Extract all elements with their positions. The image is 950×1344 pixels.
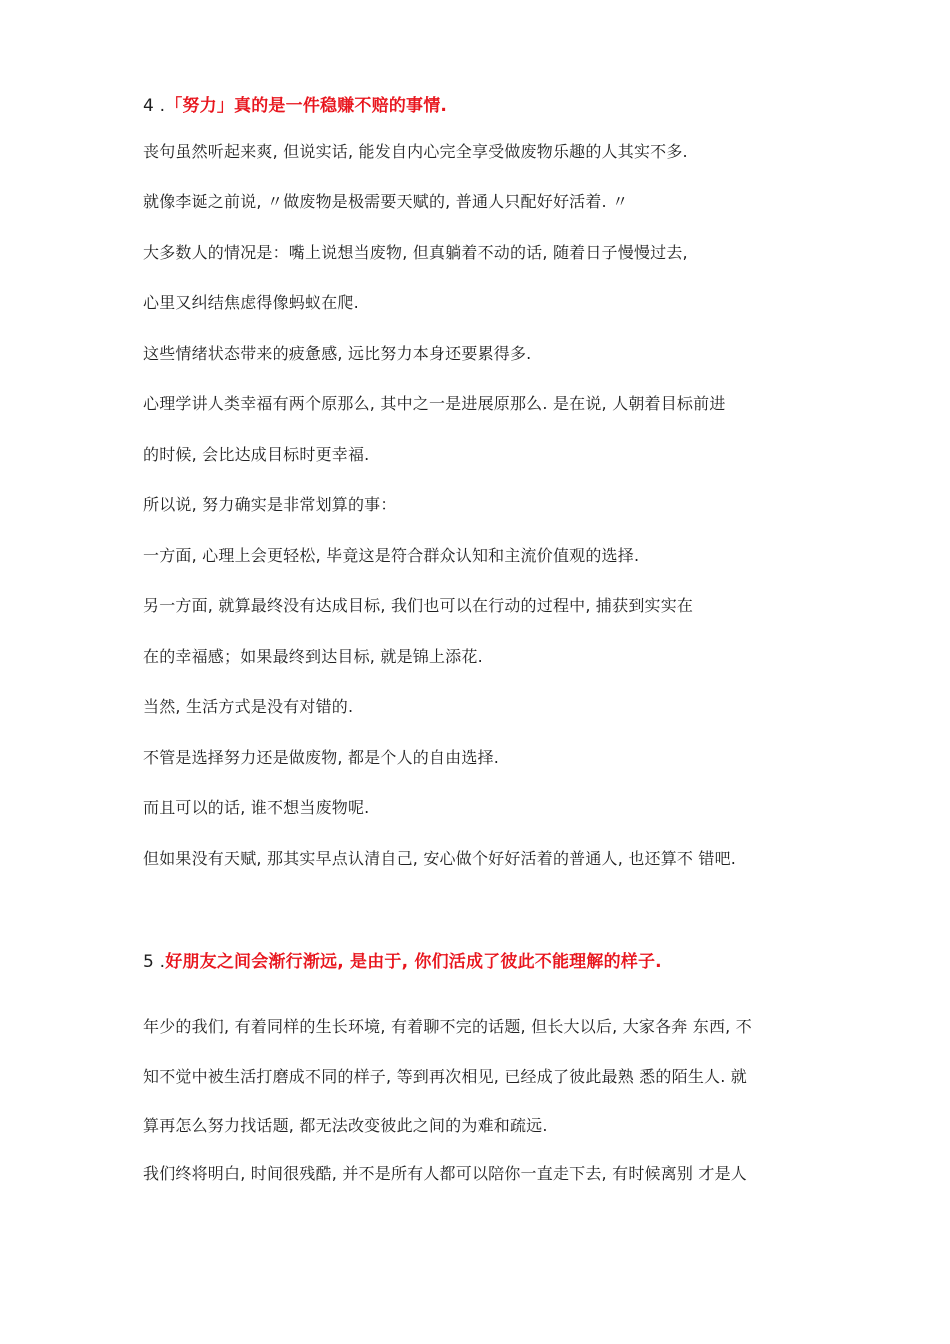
section-4-paragraph: 另一方面, 就算最终没有达成目标, 我们也可以在行动的过程中, 捕获到实实在 xyxy=(143,596,694,615)
section-5-paragraph: 知不觉中被生活打磨成不同的样子, 等到再次相见, 已经成了彼此最熟 悉的陌生人. 就 xyxy=(143,1067,748,1086)
section-4-paragraph: 而且可以的话, 谁不想当废物呢. xyxy=(143,798,370,817)
section-5-title: 好朋友之间会渐行渐远, 是由于, 你们活成了彼此不能理解的样子. xyxy=(165,952,662,972)
section-4-heading xyxy=(143,95,447,117)
section-4-paragraph: 心理学讲人类幸福有两个原那么, 其中之一是进展原那么. 是在说, 人朝着目标前进 xyxy=(143,394,726,413)
section-4-paragraph: 大多数人的情况是：嘴上说想当废物, 但真躺着不动的话, 随着日子慢慢过去, xyxy=(143,243,688,262)
section-4-title: 「努力」真的是一件稳赚不赔的事情. xyxy=(165,96,448,116)
section-5-paragraph: 年少的我们, 有着同样的生长环境, 有着聊不完的话题, 但长大以后, 大家各奔 东西, 不 xyxy=(143,1017,752,1036)
section-4-paragraph: 不管是选择努力还是做废物, 都是个人的自由选择. xyxy=(143,748,500,767)
section-5-heading xyxy=(143,951,662,973)
section-4-paragraph: 但如果没有天赋, 那其实早点认清自己, 安心做个好好活着的普通人, 也还算不 错吧. xyxy=(143,849,737,868)
section-5-paragraph: 我们终将明白, 时间很残酷, 并不是所有人都可以陪你一直走下去, 有时候离别 才是人 xyxy=(143,1164,748,1183)
section-5-paragraph: 算再怎么努力找话题, 都无法改变彼此之间的为难和疏远. xyxy=(143,1116,548,1135)
section-4-number: 4 . xyxy=(143,96,166,116)
section-4-paragraph: 的时候, 会比达成目标时更幸福. xyxy=(143,445,370,464)
section-4-paragraph: 所以说, 努力确实是非常划算的事： xyxy=(143,495,397,514)
section-4-paragraph: 就像李诞之前说, 〃做废物是极需要天赋的, 普通人只配好好活着. 〃 xyxy=(143,192,629,211)
section-4-paragraph: 心里又纠结焦虑得像蚂蚁在爬. xyxy=(143,293,359,312)
section-4-paragraph: 一方面, 心理上会更轻松, 毕竟这是符合群众认知和主流价值观的选择. xyxy=(143,546,640,565)
section-5-number: 5 . xyxy=(143,952,166,972)
section-4-paragraph: 当然, 生活方式是没有对错的. xyxy=(143,697,354,716)
section-4-paragraph: 这些情绪状态带来的疲惫感, 远比努力本身还要累得多. xyxy=(143,344,532,363)
section-4-paragraph: 丧句虽然听起来爽, 但说实话, 能发自内心完全享受做废物乐趣的人其实不多. xyxy=(143,142,688,161)
section-4-paragraph: 在的幸福感；如果最终到达目标, 就是锦上添花. xyxy=(143,647,483,666)
